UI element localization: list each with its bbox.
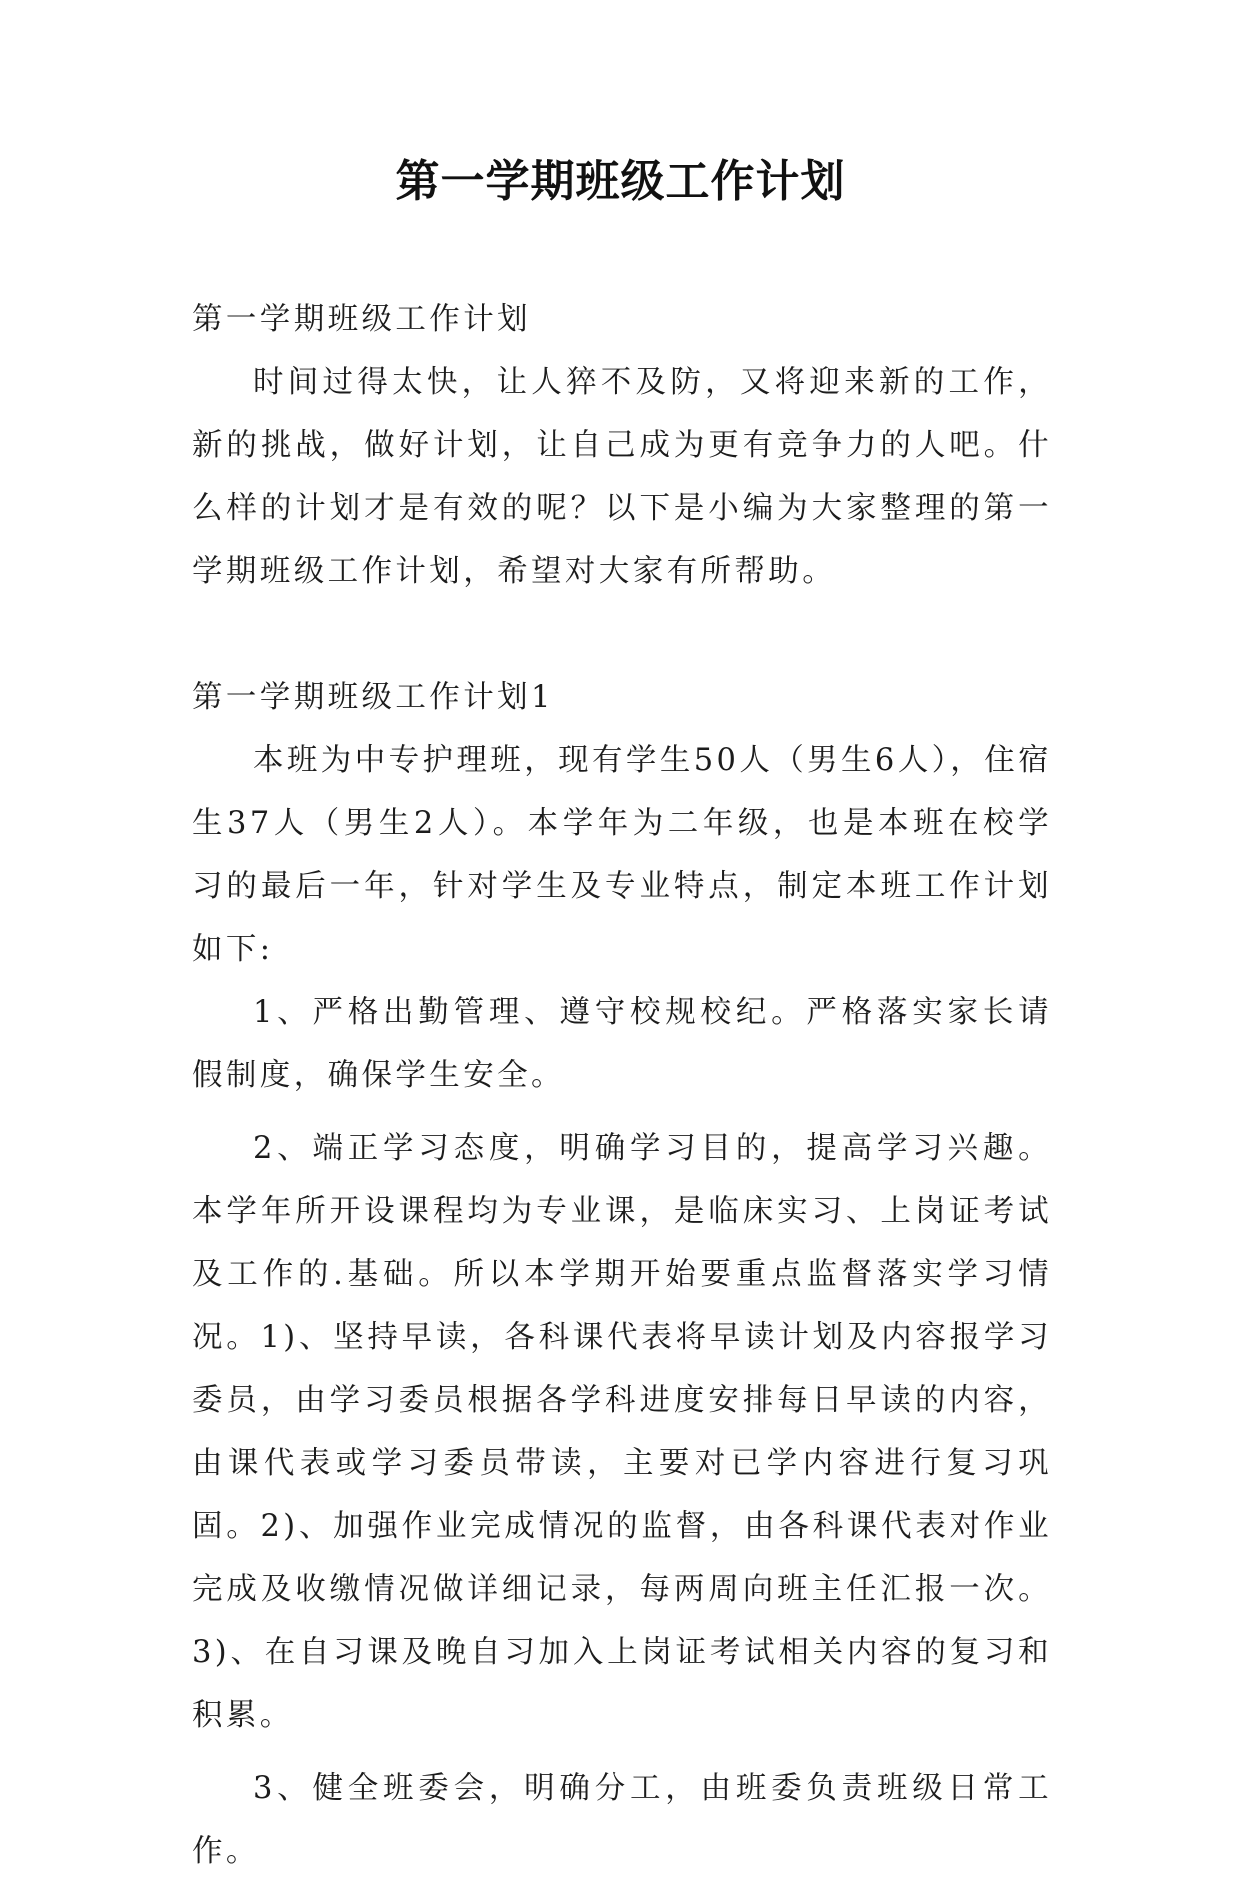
item-1-paragraph: 1、严格出勤管理、遵守校规校纪。严格落实家长请假制度，确保学生安全。 bbox=[192, 995, 1052, 1093]
item-2-paragraph: 2、端正学习态度，明确学习目的，提高学习兴趣。本学年所开设课程均为专业课，是临床实习、上岗证考试及工作的.基础。所以本学期开始要重点监督落实学习情况。1)、坚持早读，各科课代表将早读计划及内容报学习委员，由学习委员根据各学科进度安排每日早读的内容，由课代表或学习委员带读，主要对已学内容进行复习巩固。2)、加强作业完成情况的监督，由各科课代表对作业完成及收缴情况做详细记录，每两周向班主任汇报一次。3)、在自习课及晚自习加入上岗证考试相关内容的复习和积累。 bbox=[192, 1131, 1052, 1733]
document-title: 第一学期班级工作计划 bbox=[395, 156, 846, 207]
item-3-paragraph: 3、健全班委会，明确分工，由班委负责班级日常工作。 bbox=[192, 1771, 1052, 1869]
document-body bbox=[192, 288, 1052, 1883]
section-heading-1: 第一学期班级工作计划1 bbox=[192, 680, 554, 715]
intro-heading: 第一学期班级工作计划 bbox=[192, 302, 531, 337]
class-overview-paragraph: 本班为中专护理班，现有学生50人（男生6人），住宿生37人（男生2人）。本学年为二年级，也是本班在校学习的最后一年，针对学生及专业特点，制定本班工作计划如下: bbox=[192, 743, 1052, 967]
intro-paragraph: 时间过得太快，让人猝不及防，又将迎来新的工作，新的挑战，做好计划，让自己成为更有竞争力的人吧。什么样的计划才是有效的呢？以下是小编为大家整理的第一学期班级工作计划，希望对大家有所帮助。 bbox=[192, 365, 1052, 589]
